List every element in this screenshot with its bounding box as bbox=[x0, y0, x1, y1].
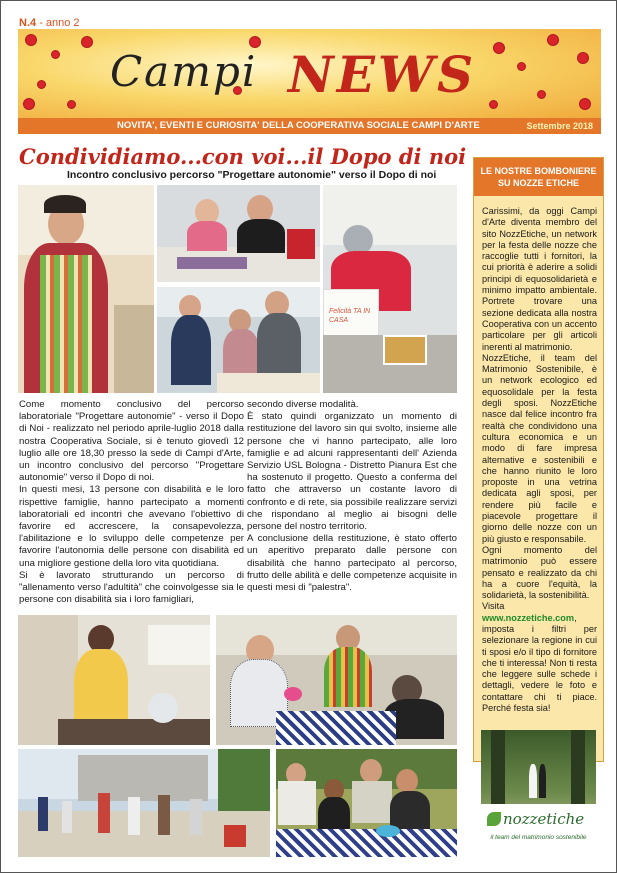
leaf-icon bbox=[487, 812, 501, 826]
nozzetiche-logo-box bbox=[481, 804, 596, 856]
article-paragraph: In questi mesi, 13 persone con disabilità e le loro rispettive famiglie, hanno partecipato a momenti laboratoriali ed incontri che avevano l'obiettivo di favorire ed accrescere, la consapevolezza, l'abilitazione e lo sviluppo delle competenze per favorire l'autonomia delle persone con disabilità ed una migliore gestione della loro vita quotidiana. bbox=[19, 484, 244, 569]
sidebar-paragraph: Ogni momento del matrimonio può essere pensato e realizzato da chi ha a cuore l'equità, la solidarietà, la sostenibilità. bbox=[482, 544, 597, 601]
tagline: NOVITA', EVENTI E CURIOSITA' DELLA COOPERATIVA SOCIALE CAMPI D'ARTE bbox=[117, 120, 480, 131]
article-paragraph: È stato quindi organizzato un momento di restituzione del lavoro sin qui svolto, insieme alle persone che vi hanno partecipato, alle loro famiglie e ad alcuni rappresentanti dell' Azienda Servizio USL Bologna - Distretto Pianura Est che ha sostenuto il progetto. Questo a conferma del fatto che attraverso un costante lavoro di confronto e di rete, sia possibile realizzare servizi che rispondano al meglio ai bisogni delle persone del nostro territorio. bbox=[247, 411, 457, 533]
article-paragraph: Come momento conclusivo del percorso laboratoriale "Progettare autonomie" - verso il Dopo di Noi - realizzato nel periodo aprile-luglio 2018 dalla nostra Cooperativa Sociale, si è tenuto giovedì 12 luglio alle ore 18,30 presso la sede di Campi d'Arte, un incontro conclusivo del percorso "Progettare autonomie" verso il Dopo di noi. bbox=[19, 399, 244, 484]
nozzetiche-caption: il team del matrimonio sostenibile bbox=[490, 834, 587, 841]
photo-woman-gift-bags bbox=[323, 185, 457, 393]
nozzetiche-logo: nozzetiche bbox=[503, 810, 585, 828]
article-column-1 bbox=[19, 399, 244, 606]
logo-campi: Campi bbox=[110, 47, 258, 96]
article-column-2 bbox=[247, 399, 457, 594]
sidebar-paragraph: Carissimi, da oggi Campi d'Arte diventa membro del sito NozzEtiche, un network per la festa delle nozze che raccoglie tutti i fornitori, la cui priorità è aderire a solidi principi di equosolidarietà e minimo impatto ambientale. Portrete trovare una sezione dedicata alla nostra Cooperativa con un accento particolare per gli articoli inerenti al matrimonio. bbox=[482, 206, 597, 352]
sidebar-body bbox=[482, 206, 597, 714]
article-paragraph: A conclusione della restituzione, è stato offerto un aperitivo preparato dalle persone con disabilità che hanno partecipato al percorso, frutto delle abilità e delle competenze acquisite in questi mesi di "palestra". bbox=[247, 533, 457, 594]
photo-people-kitchen bbox=[157, 287, 320, 393]
sidebar-paragraph: Visita www.nozzetiche.com, imposta i filtri per selezionare la regione in cui ti sposi e/o il tipo di fornitore che ti interessa! Non ti resta che leggere sulle schede i dettagli, vedere le foto e contattare chi ti piace. Perché festa sia! bbox=[482, 601, 597, 714]
masthead-banner bbox=[18, 29, 601, 119]
sidebar-box bbox=[473, 157, 604, 762]
article-paragraph: Si è lavorato strutturando un percorso di "allenamento verso l'adultità" che coinvolgesse sia le persone con disabilità sia i loro famigliari, bbox=[19, 569, 244, 606]
photo-aperitif-table bbox=[276, 749, 457, 857]
tagline-bar bbox=[18, 118, 601, 134]
bag-label: Felicità TA IN CASA bbox=[329, 308, 371, 324]
photo-outdoor-gathering bbox=[18, 749, 270, 857]
logo-news: NEWS bbox=[288, 45, 477, 104]
photo-woman-cooking bbox=[18, 615, 210, 745]
sidebar-paragraph: NozzEtiche, il team del Matrimonio Sostenibile, è un network ecologico ed equosolidale per la festa degli sposi. NozzEtiche nasce dal felice incontro fra realtà che condividono una cultura economica e un modo di fare impresa alternative e sostenibili e che hanno riunito le loro proposte in una vetrina dedicata agli sposi, per rendere più facile e piacevole progettare il giorno delle nozze con un più giusto e responsabile. bbox=[482, 352, 597, 544]
photo-man-apron bbox=[18, 185, 154, 393]
article-headline: Condividiamo...con voi...il Dopo di noi bbox=[19, 144, 467, 169]
photo-group-table bbox=[216, 615, 457, 745]
nozzetiche-link[interactable]: www.nozzetiche.com bbox=[482, 612, 575, 623]
article-paragraph: secondo diverse modalità. bbox=[247, 399, 359, 410]
issue-number: N.4 - anno 2 bbox=[19, 17, 80, 29]
sidebar-title: LE NOSTRE BOMBONIERE SU NOZZE ETICHE bbox=[474, 158, 603, 196]
issue-date: Settembre 2018 bbox=[526, 121, 593, 131]
photo-two-people-table bbox=[157, 185, 320, 282]
article-subheadline: Incontro conclusivo percorso "Progettare autonomie" verso il Dopo di noi bbox=[67, 169, 437, 181]
